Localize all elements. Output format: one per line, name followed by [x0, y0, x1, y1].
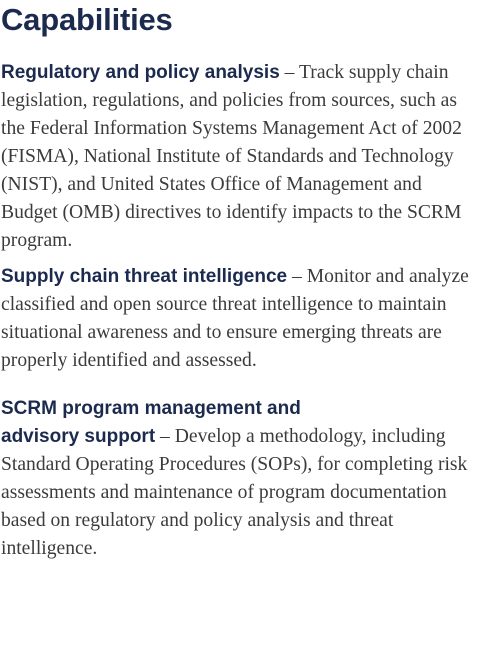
page-title: Capabilities — [1, 2, 173, 37]
capability-heading: Supply chain threat intelligence — [1, 266, 288, 287]
capability-separator: – — [287, 266, 307, 287]
capability-separator: – — [155, 426, 175, 447]
capability-program-management — [1, 395, 480, 563]
capability-heading-line2: advisory support — [1, 426, 156, 447]
capability-description: Develop a methodology, including Standard Operating Procedures (SOPs), for completing risk assessments and maintenance of program documentation based on regulatory and policy analysis and threat intelligence. — [1, 426, 468, 559]
capability-threat-intelligence — [1, 263, 480, 375]
capability-heading-line1: SCRM program management and — [1, 398, 301, 419]
capability-separator: – — [279, 62, 300, 83]
capability-description: Track supply chain legislation, regulations, and policies from sources, such as the Federal Information Systems Management Act of 2002 (FISMA), National Institute of Standards and Technology (NIST), and United States Office of Management and Budget (OMB) directives to identify impacts to the SCRM program. — [1, 62, 462, 251]
capability-regulatory-policy — [1, 59, 480, 255]
capability-heading: Regulatory and policy analysis — [1, 62, 280, 83]
capability-description: Monitor and analyze classified and open source threat intelligence to maintain situational awareness and to ensure emerging threats are properly identified and assessed. — [1, 266, 469, 371]
